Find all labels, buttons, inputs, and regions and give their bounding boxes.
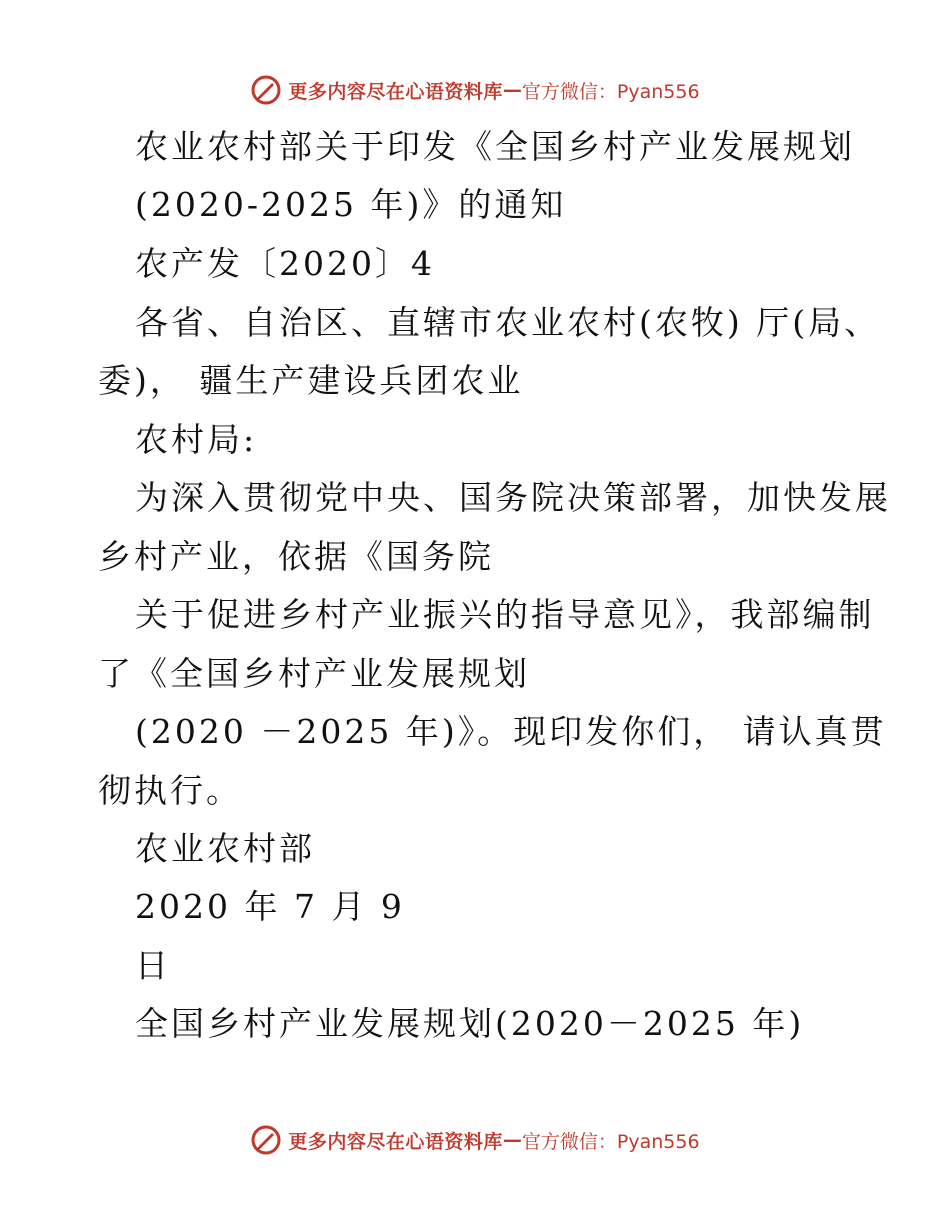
date-line-2: 日 <box>135 946 171 985</box>
watermark-banner-top <box>0 70 950 110</box>
recipients-line-3: 农村局: <box>135 420 258 459</box>
body-line-1: 为深入贯彻党中央、国务院决策部署，加快发展 <box>135 478 891 517</box>
body-line-4: 了《全国乡村产业发展规划 <box>98 654 530 693</box>
watermark-separator: — <box>502 1129 522 1151</box>
doc-number: 农产发〔2020〕4 <box>135 244 435 283</box>
body-line-5: (2020 －2025 年)》。现印发你们， 请认真贯 <box>135 712 887 751</box>
recipients-line-1: 各省、自治区、直辖市农业农村(农牧) 厅(局、 <box>135 303 881 342</box>
watermark-wechat: 官方微信：Pyan556 <box>521 1130 700 1153</box>
body-line-6: 彻执行。 <box>98 771 242 810</box>
body-line-2: 乡村产业，依据《国务院 <box>98 537 494 576</box>
watermark-logo-icon <box>250 74 282 106</box>
body-line-3: 关于促进乡村产业振兴的指导意见》，我部编制 <box>135 595 875 634</box>
attachment-title: 全国乡村产业发展规划(2020－2025 年) <box>135 1004 805 1043</box>
title-line-1: 农业农村部关于印发《全国乡村产业发展规划 <box>135 127 855 166</box>
date-line-1: 2020 年 7 月 9 <box>135 887 405 926</box>
title-line-2: (2020-2025 年)》的通知 <box>135 185 567 224</box>
watermark-separator: — <box>502 79 522 101</box>
signature: 农业农村部 <box>135 829 315 868</box>
watermark-logo-icon <box>250 1124 282 1156</box>
recipients-line-2: 委)， 疆生产建设兵团农业 <box>98 361 524 400</box>
watermark-text: 更多内容尽在心语资料库 <box>288 1130 503 1153</box>
watermark-text: 更多内容尽在心语资料库 <box>288 80 503 103</box>
watermark-wechat: 官方微信：Pyan556 <box>521 80 700 103</box>
watermark-banner-bottom <box>0 1120 950 1160</box>
